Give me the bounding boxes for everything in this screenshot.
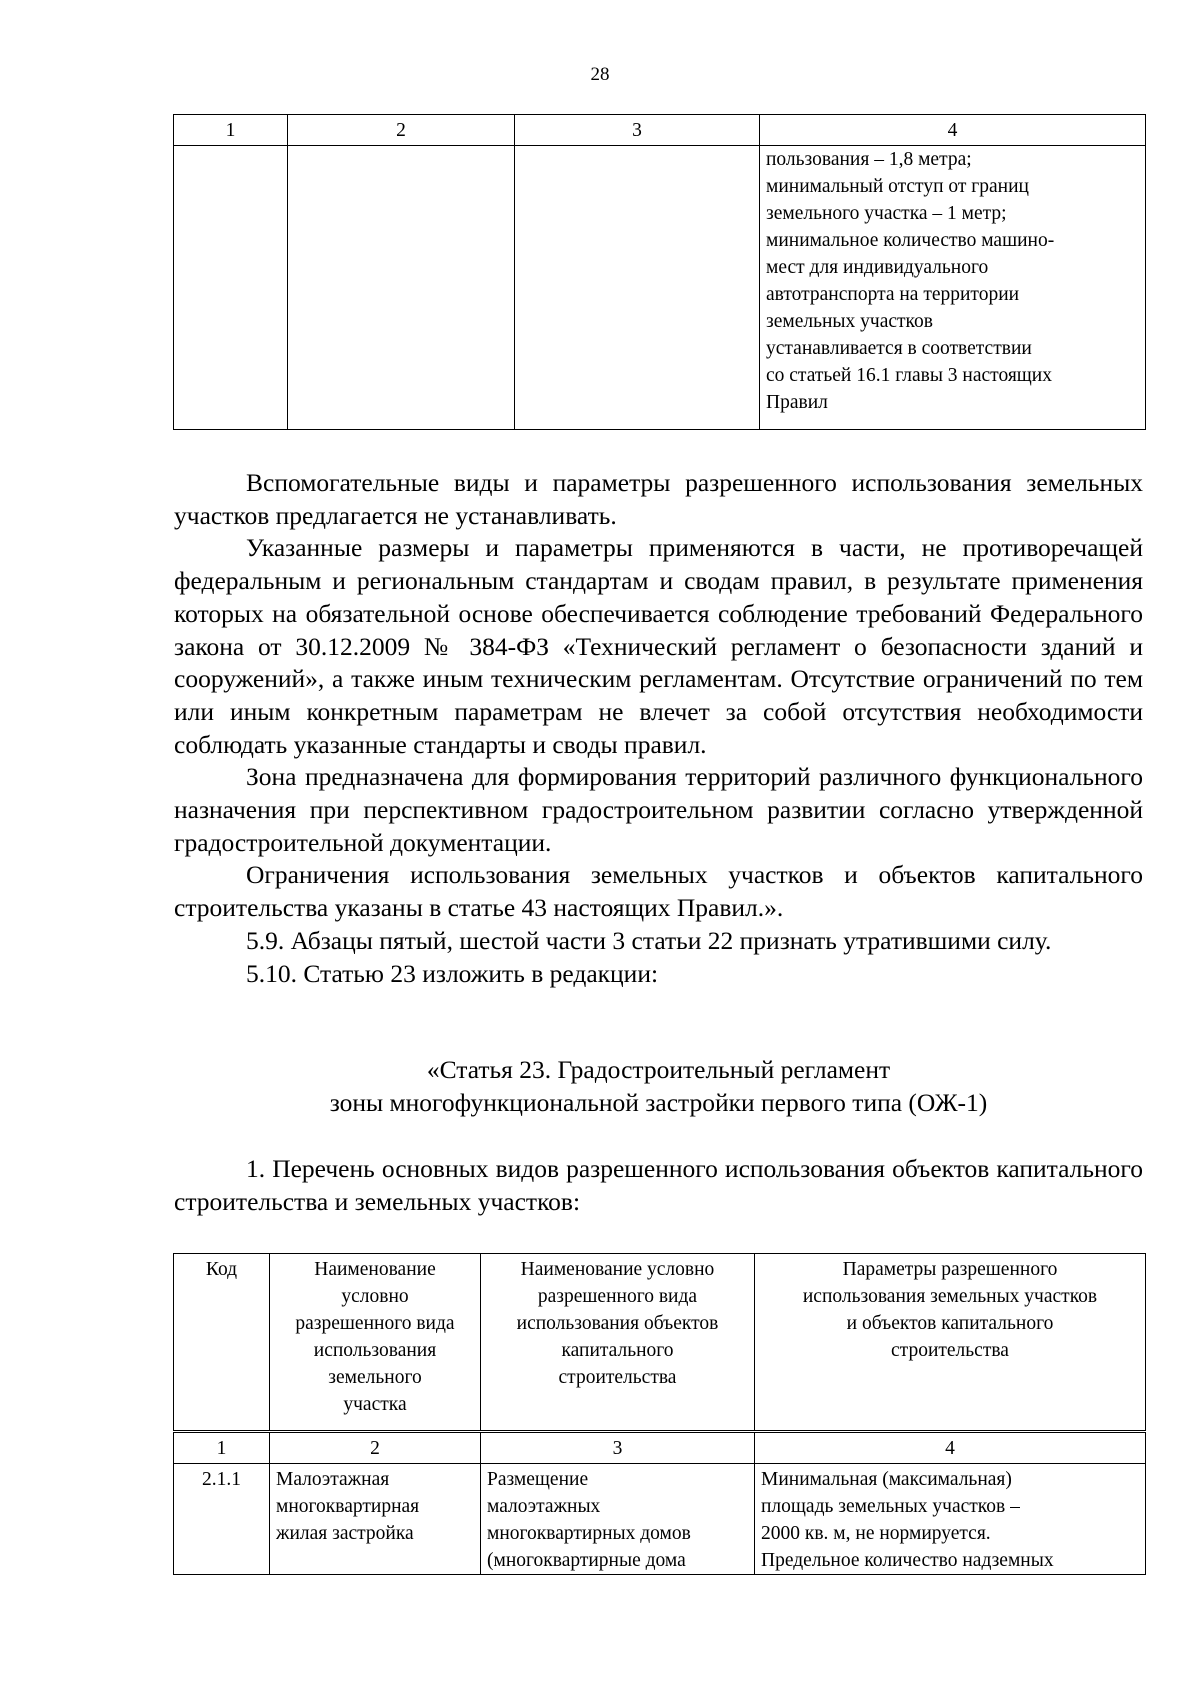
cell-line: 2000 кв. м, не нормируется. <box>761 1523 991 1544</box>
header-line: участка <box>343 1394 407 1415</box>
header-line: Наименование <box>314 1259 436 1280</box>
code-value: 2.1.1 <box>202 1469 241 1490</box>
cell-line: площадь земельных участков – <box>761 1496 1020 1517</box>
cell-line: пользования – 1,8 метра; <box>766 149 972 170</box>
paragraph-auxiliary-uses: Вспомогательные виды и параметры разрешенного использования земельных участков предлагается не устанавливать. <box>174 468 1143 530</box>
table-top <box>173 114 1146 430</box>
cell-line: Размещение <box>487 1469 589 1490</box>
cell-line: устанавливается в соответствии <box>766 338 1032 359</box>
table-permitted-uses <box>173 1253 1146 1575</box>
body-text <box>174 467 1143 990</box>
table-column-numbers <box>174 115 1146 146</box>
header-line: строительства <box>891 1340 1009 1361</box>
cell-line: многоквартирная <box>276 1496 420 1517</box>
cell-line: Предельное количество надземных <box>761 1550 1054 1571</box>
column-number: 2 <box>288 115 515 146</box>
header-line: Параметры разрешенного <box>842 1259 1058 1280</box>
paragraph-restrictions: Ограничения использования земельных участков и объектов капитального строительства указаны в статье 43 настоящих Правил.». <box>174 860 1143 923</box>
table-cell <box>515 146 760 430</box>
article-heading <box>174 1054 1143 1119</box>
article-heading-line2: зоны многофункциональной застройки первого типа (ОЖ-1) <box>329 1087 988 1117</box>
cell-line: Минимальная (максимальная) <box>761 1469 1012 1490</box>
cell-line: минимальное количество машино- <box>766 230 1055 251</box>
cell-code <box>174 1464 270 1575</box>
header-line: земельного <box>328 1367 422 1388</box>
header-line: строительства <box>558 1367 677 1388</box>
header-line: использования <box>313 1340 437 1361</box>
table-cell-parameters <box>760 146 1146 430</box>
column-number: 4 <box>755 1432 1146 1464</box>
table-cell <box>174 146 288 430</box>
cell-line: Правил <box>766 392 828 413</box>
cell-line: (многоквартирные дома <box>487 1550 686 1571</box>
table-row <box>174 1464 1146 1575</box>
column-number: 3 <box>481 1432 755 1464</box>
column-number: 2 <box>270 1432 481 1464</box>
column-number: 1 <box>174 1432 270 1464</box>
cell-line: земельных участков <box>766 311 933 332</box>
header-line: Наименование условно <box>520 1259 715 1280</box>
header-line: и объектов капитального <box>846 1313 1054 1334</box>
column-number: 1 <box>174 115 288 146</box>
table-row <box>174 146 1146 430</box>
cell-line: мест для индивидуального <box>766 257 989 278</box>
table-column-numbers <box>174 1432 1146 1464</box>
paragraph-standards: Указанные размеры и параметры применяются в части, не противоречащей федеральным и региональным стандартам и сводам правил, в результате применения которых на обязательной основе обеспечивается соблюдение требований Федерального закона от 30.12.2009 № 384-ФЗ «Технический регламент о безопасности зданий и сооружений», а также иным техническим регламентам. Отсутствие ограничений по тем или иным конкретным параметрам не влечет за собой отсутствия необходимости соблюдать указанные стандарты и своды правил. <box>174 533 1143 759</box>
list-intro: 1. Перечень основных видов разрешенного использования объектов капитального строительства и земельных участков: <box>174 1154 1143 1216</box>
header-line: использования земельных участков <box>802 1286 1098 1307</box>
article-heading-line1: «Статья 23. Градостроительный регламент <box>426 1055 891 1084</box>
list-intro-block <box>174 1153 1143 1218</box>
table-header-row <box>174 1254 1146 1432</box>
cell-line: автотранспорта на территории <box>766 284 1020 305</box>
table-cell <box>288 146 515 430</box>
cell-line: минимальный отступ от границ <box>766 176 1029 197</box>
cell-line: Малоэтажная <box>276 1469 390 1490</box>
cell-construction-use <box>481 1464 755 1575</box>
header-code <box>174 1254 270 1432</box>
header-line: Код <box>205 1259 238 1280</box>
header-line: условно <box>341 1286 409 1307</box>
header-line: капитального <box>561 1340 674 1361</box>
cell-line: со статьей 16.1 главы 3 настоящих <box>766 365 1052 386</box>
paragraph-zone-purpose: Зона предназначена для формирования территорий различного функционального назначения при перспективном градостроительном развитии согласно утвержденной градостроительной документации. <box>174 762 1143 857</box>
header-line: разрешенного вида <box>537 1286 698 1307</box>
cell-line: многоквартирных домов <box>487 1523 691 1544</box>
cell-line: жилая застройка <box>276 1523 414 1544</box>
header-land-use-name <box>270 1254 481 1432</box>
cell-land-use <box>270 1464 481 1575</box>
page-number: 28 <box>590 64 610 85</box>
cell-line: земельного участка – 1 метр; <box>766 203 1007 224</box>
header-line: разрешенного вида <box>295 1313 455 1334</box>
cell-line: малоэтажных <box>487 1496 601 1517</box>
cell-parameters <box>755 1464 1146 1575</box>
paragraph-item-5-10: 5.10. Статью 23 изложить в редакции: <box>246 958 659 988</box>
paragraph-item-5-9: 5.9. Абзацы пятый, шестой части 3 статьи 22 признать утратившими силу. <box>246 925 1052 955</box>
column-number: 3 <box>515 115 760 146</box>
header-construction-use-name <box>481 1254 755 1432</box>
header-line: использования объектов <box>516 1313 719 1334</box>
column-number: 4 <box>760 115 1146 146</box>
header-parameters <box>755 1254 1146 1432</box>
